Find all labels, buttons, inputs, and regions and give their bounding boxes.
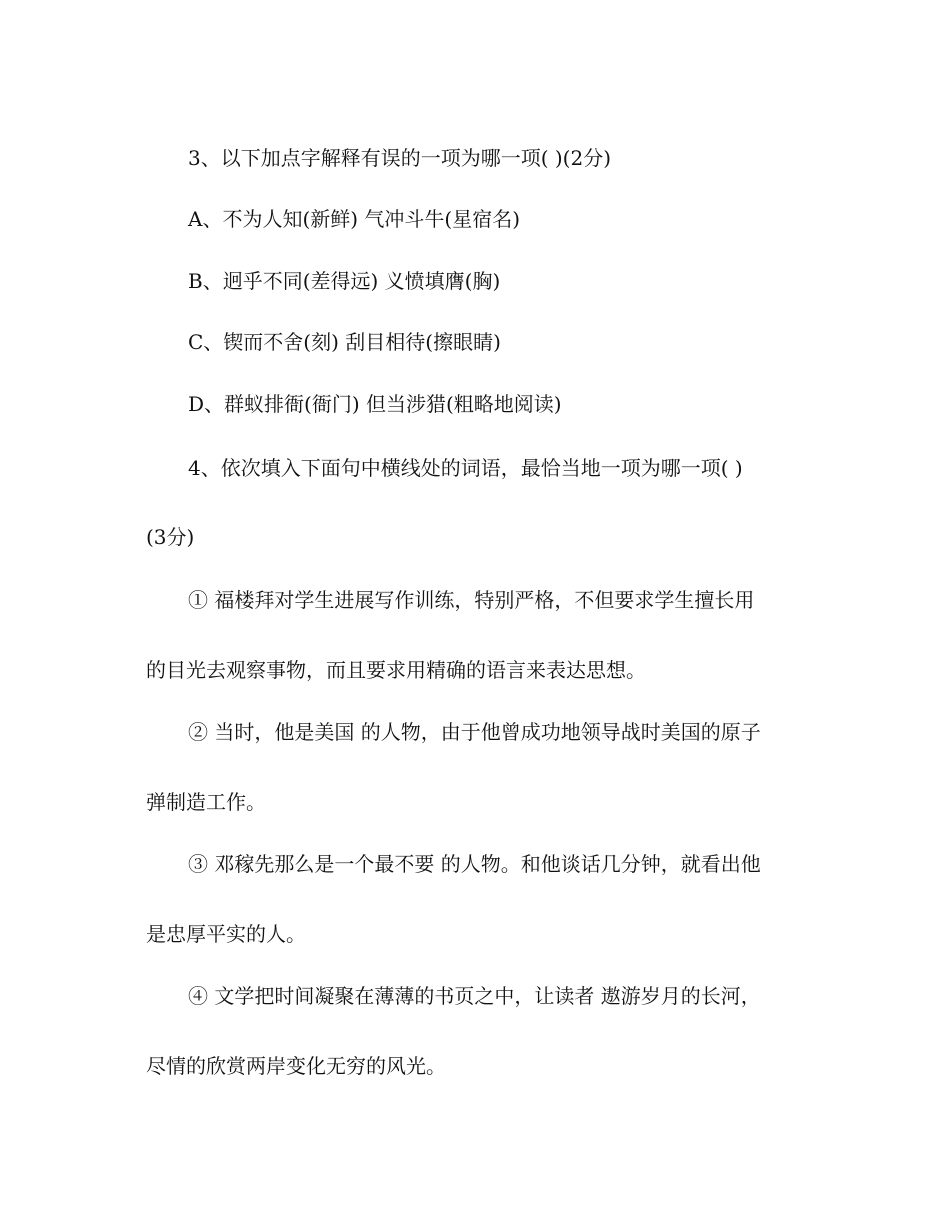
sentence-1-line-1: ① 福楼拜对学生进展写作训练，特别严格，不但要求学生擅长用	[188, 588, 755, 612]
sentence-2-line-1: ② 当时，他是美国 的人物，由于他曾成功地领导战时美国的原子	[188, 720, 761, 744]
sentence-1-line-2: 的目光去观察事物，而且要求用精确的语言来表达思想。	[146, 658, 646, 682]
sentence-4-line-1: ④ 文学把时间凝聚在薄薄的书页之中，让读者 遨游岁月的长河，	[188, 984, 761, 1008]
sentence-2-line-2: 弹制造工作。	[146, 790, 266, 814]
sentence-3-line-2: 是忠厚平实的人。	[146, 922, 306, 946]
question-3-stem: 3、以下加点字解释有误的一项为哪一项( )(2分)	[188, 146, 612, 170]
sentence-3-line-1: ③ 邓稼先那么是一个最不要 的人物。和他谈话几分钟，就看出他	[188, 852, 761, 876]
question-3-option-d: D、群蚁排衙(衙门) 但当涉猎(粗略地阅读)	[188, 392, 562, 416]
question-4-score: (3分)	[146, 525, 195, 549]
question-3-option-a: A、不为人知(新鲜) 气冲斗牛(星宿名)	[188, 207, 521, 231]
sentence-4-line-2: 尽情的欣赏两岸变化无穷的风光。	[146, 1054, 446, 1078]
question-3-option-b: B、迥乎不同(差得远) 义愤填膺(胸)	[188, 269, 501, 293]
question-4-stem: 4、依次填入下面句中横线处的词语，最恰当地一项为哪一项( )	[188, 456, 743, 480]
question-3-option-c: C、锲而不舍(刻) 刮目相待(擦眼睛)	[188, 330, 501, 354]
